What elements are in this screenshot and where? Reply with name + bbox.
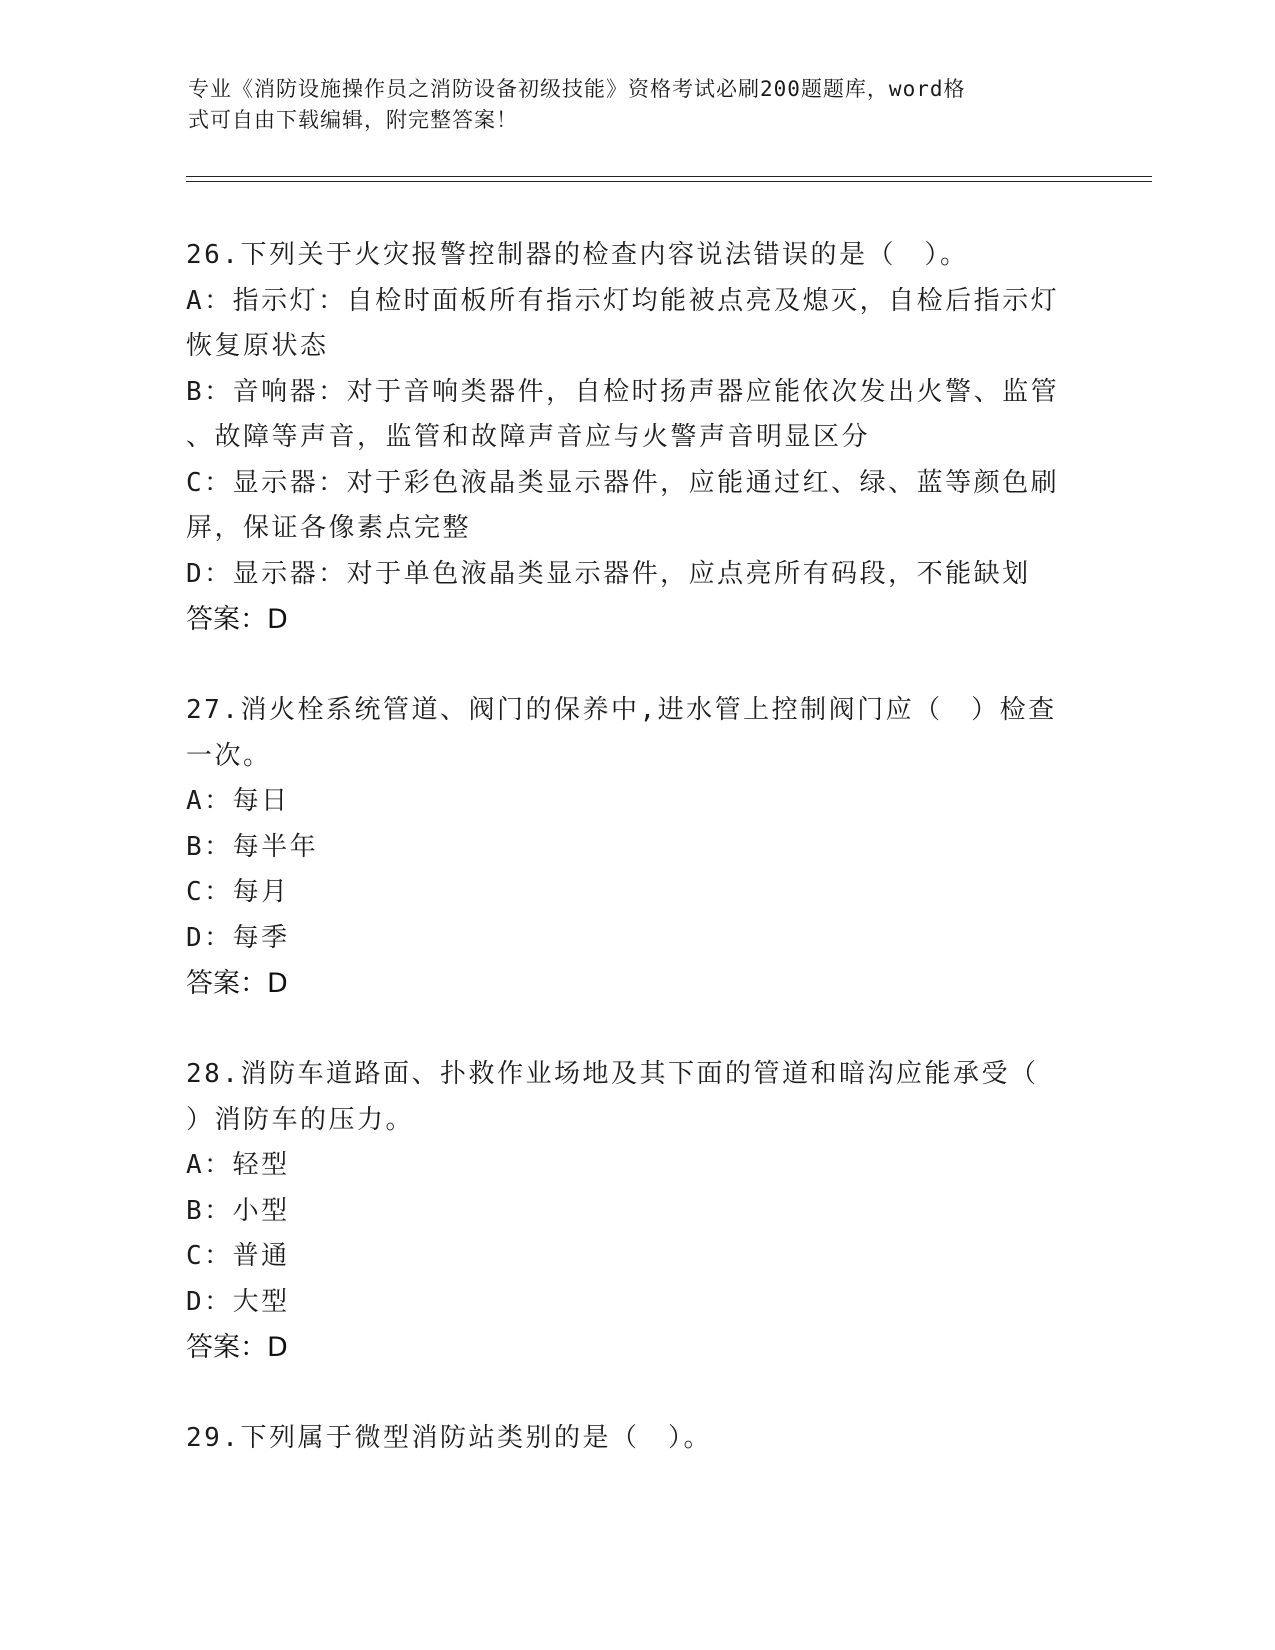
option-a: A：指示灯：自检时面板所有指示灯均能被点亮及熄灭，自检后指示灯 — [186, 285, 1060, 316]
option-c-continued: 屏，保证各像素点完整 — [186, 513, 472, 543]
question-stem-continued: 一次。 — [186, 740, 272, 771]
header-line-1: 专业《消防设施操作员之消防设备初级技能》资格考试必刷200题题库，word格 — [188, 77, 966, 101]
question-stem: 28.消防车道路面、扑救作业场地及其下面的管道和暗沟应能承受（ — [186, 1059, 1039, 1089]
header-line-2: 式可自由下载编辑，附完整答案！ — [188, 108, 518, 132]
option-b: B：音响器：对于音响类器件，自检时扬声器应能依次发出火警、监管 — [186, 376, 1060, 407]
question-29 — [186, 1416, 1086, 1462]
option-d: D：每季 — [186, 922, 290, 953]
option-d: D：显示器：对于单色液晶类显示器件，应点亮所有码段，不能缺划 — [186, 558, 1031, 589]
question-stem: 27.消火栓系统管道、阀门的保养中,进水管上控制阀门应（ ）检查 — [186, 695, 1057, 725]
option-c: C：普通 — [186, 1241, 290, 1271]
option-a: A：每日 — [186, 786, 290, 816]
document-header — [188, 74, 1068, 136]
option-c: C：显示器：对于彩色液晶类显示器件，应能通过红、绿、蓝等颜色刷 — [186, 467, 1060, 498]
question-stem: 26.下列关于火灾报警控制器的检查内容说法错误的是（ ）。 — [186, 240, 969, 270]
header-divider-top — [186, 176, 1152, 177]
answer-label: 答案：D — [186, 1332, 288, 1363]
option-b: B：每半年 — [186, 831, 319, 862]
option-c: C：每月 — [186, 877, 290, 907]
question-26 — [186, 233, 1086, 643]
option-b: B：小型 — [186, 1195, 290, 1226]
option-d: D：大型 — [186, 1286, 290, 1317]
option-b-continued: 、故障等声音，监管和故障声音应与火警声音明显区分 — [186, 422, 871, 452]
answer-label: 答案：D — [186, 968, 288, 999]
header-divider-bottom — [186, 181, 1152, 182]
question-stem: 29.下列属于微型消防站类别的是（ ）。 — [186, 1423, 712, 1453]
option-a-continued: 恢复原状态 — [186, 331, 329, 361]
option-a: A：轻型 — [186, 1150, 290, 1180]
question-stem-continued: ）消防车的压力。 — [186, 1104, 415, 1135]
question-27 — [186, 688, 1086, 1007]
question-28 — [186, 1052, 1086, 1371]
answer-label: 答案：D — [186, 604, 288, 635]
